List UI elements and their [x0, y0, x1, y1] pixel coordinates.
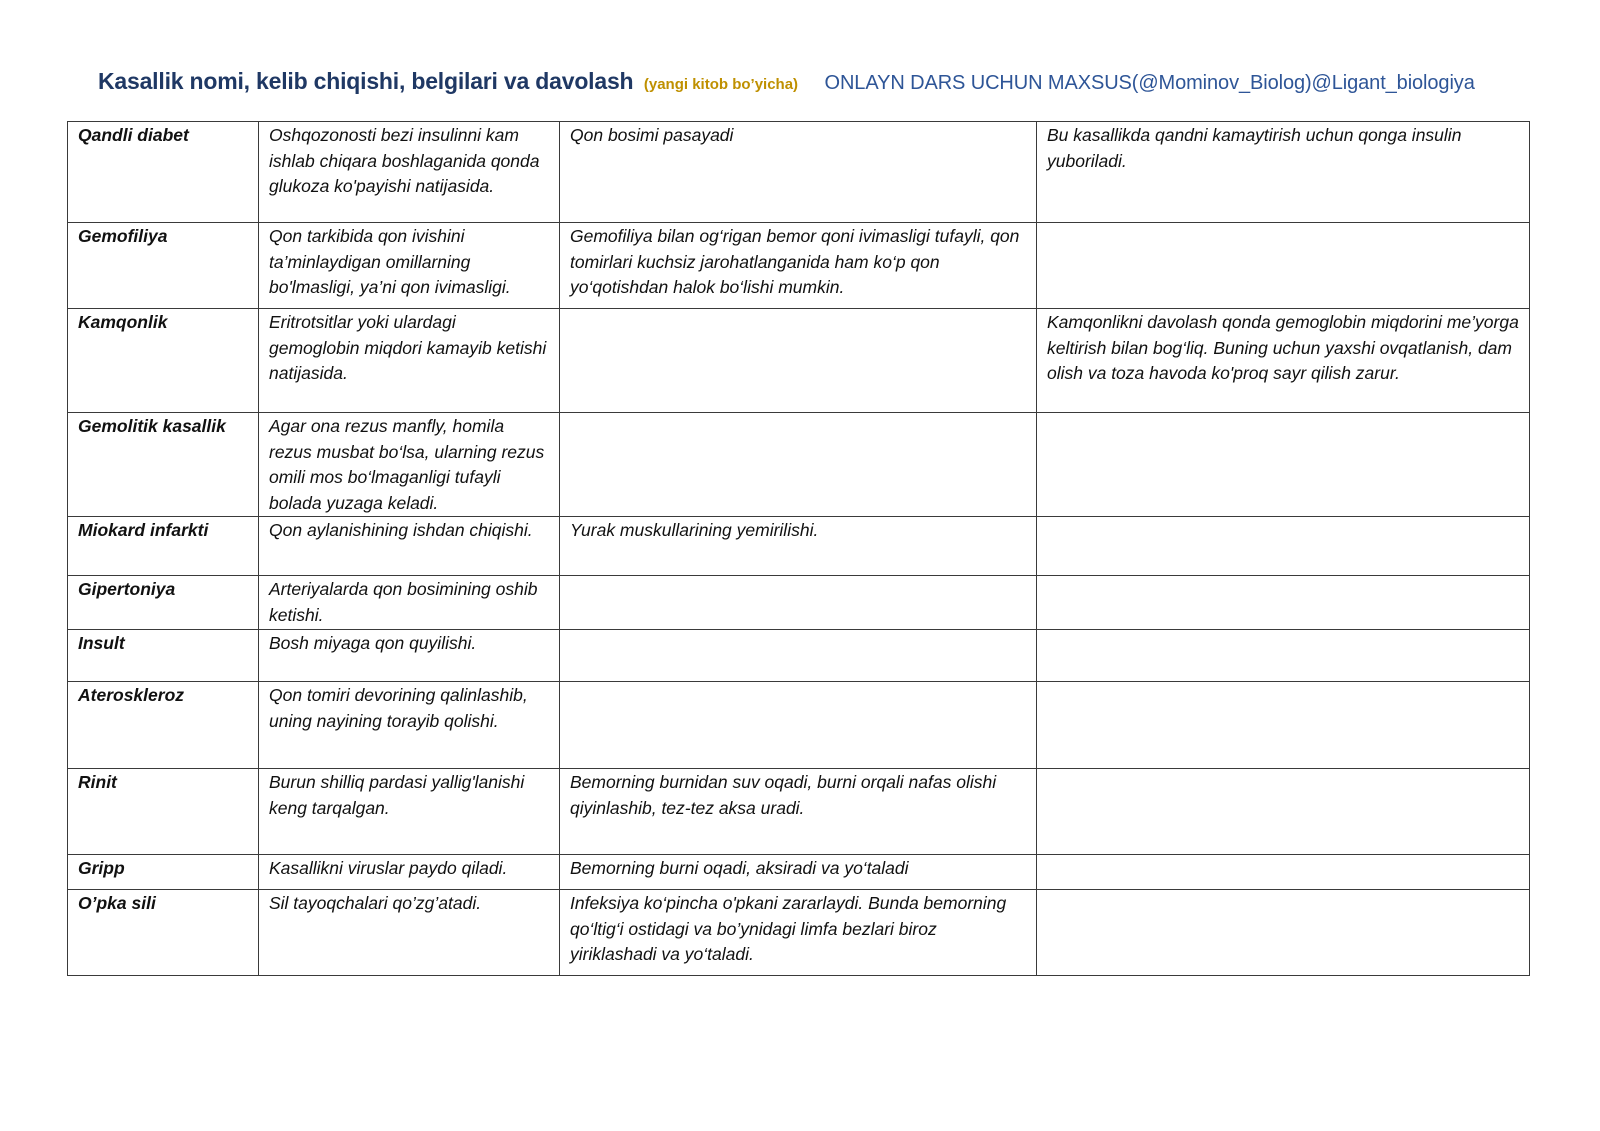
disease-name-cell: Insult	[68, 630, 259, 682]
treatment-cell	[1037, 223, 1530, 309]
disease-name-cell: Gipertoniya	[68, 576, 259, 630]
treatment-cell	[1037, 413, 1530, 517]
cause-cell: Qon aylanishining ishdan chiqishi.	[259, 517, 560, 576]
table-row	[68, 682, 1530, 769]
treatment-cell	[1037, 630, 1530, 682]
symptoms-cell: Bemorning burni oqadi, aksiradi va yo‘taladi	[560, 855, 1037, 890]
disease-name-cell: Gripp	[68, 855, 259, 890]
table-row	[68, 890, 1530, 976]
disease-name-cell: Miokard infarkti	[68, 517, 259, 576]
treatment-cell	[1037, 576, 1530, 630]
table-row	[68, 517, 1530, 576]
disease-name-cell: Kamqonlik	[68, 309, 259, 413]
cause-cell: Agar ona rezus manfly, homila rezus musbat bo‘lsa, ularning rezus omili mos bo‘lmaganligi tufayli bolada yuzaga keladi.	[259, 413, 560, 517]
disease-table	[67, 121, 1530, 976]
symptoms-cell: Yurak muskullarining yemirilishi.	[560, 517, 1037, 576]
table-row	[68, 223, 1530, 309]
channel-credit: ONLAYN DARS UCHUN MAXSUS(@Mominov_Biolog)@Ligant_biologiya	[824, 72, 1475, 94]
disease-name-cell: Gemofiliya	[68, 223, 259, 309]
table-row	[68, 630, 1530, 682]
table-row	[68, 769, 1530, 855]
disease-name-cell: Ateroskleroz	[68, 682, 259, 769]
cause-cell: Qon tomiri devorining qalinlashib, uning nayining torayib qolishi.	[259, 682, 560, 769]
symptoms-cell: Bemorning burnidan suv oqadi, burni orqali nafas olishi qiyinlashib, tez-tez aksa uradi.	[560, 769, 1037, 855]
table-row	[68, 309, 1530, 413]
table-row	[68, 576, 1530, 630]
table-row	[68, 413, 1530, 517]
symptoms-cell: Qon bosimi pasayadi	[560, 122, 1037, 223]
treatment-cell	[1037, 682, 1530, 769]
table-row	[68, 122, 1530, 223]
symptoms-cell	[560, 630, 1037, 682]
cause-cell: Kasallikni viruslar paydo qiladi.	[259, 855, 560, 890]
cause-cell: Qon tarkibida qon ivishini ta’minlaydigan omillarning bo'lmasligi, ya’ni qon ivimasligi.	[259, 223, 560, 309]
treatment-cell: Kamqonlikni davolash qonda gemoglobin miqdorini me’yorga keltirish bilan bog‘liq. Buning uchun yaxshi ovqatlanish, dam olish va toza havoda ko'proq sayr qilish zarur.	[1037, 309, 1530, 413]
page-title: Kasallik nomi, kelib chiqishi, belgilari va davolash	[98, 68, 634, 94]
disease-name-cell: Rinit	[68, 769, 259, 855]
symptoms-cell	[560, 413, 1037, 517]
symptoms-cell	[560, 309, 1037, 413]
disease-name-cell: O’pka sili	[68, 890, 259, 976]
cause-cell: Burun shilliq pardasi yallig'lanishi keng tarqalgan.	[259, 769, 560, 855]
cause-cell: Arteriyalarda qon bosimining oshib ketishi.	[259, 576, 560, 630]
page-subtitle: (yangi kitob bo’yicha)	[643, 76, 799, 93]
cause-cell: Oshqozonosti bezi insulinni kam ishlab chiqara boshlaganida qonda glukoza ko'payishi natijasida.	[259, 122, 560, 223]
symptoms-cell: Gemofiliya bilan og‘rigan bemor qoni ivimasligi tufayli, qon tomirlari kuchsiz jarohatlanganida ham ko‘p qon yo‘qotishdan halok bo‘lishi mumkin.	[560, 223, 1037, 309]
treatment-cell	[1037, 769, 1530, 855]
disease-name-cell: Qandli diabet	[68, 122, 259, 223]
treatment-cell: Bu kasallikda qandni kamaytirish uchun qonga insulin yuboriladi.	[1037, 122, 1530, 223]
symptoms-cell	[560, 576, 1037, 630]
page-header	[98, 68, 1538, 95]
treatment-cell	[1037, 517, 1530, 576]
treatment-cell	[1037, 855, 1530, 890]
disease-name-cell: Gemolitik kasallik	[68, 413, 259, 517]
cause-cell: Eritrotsitlar yoki ulardagi gemoglobin miqdori kamayib ketishi natijasida.	[259, 309, 560, 413]
cause-cell: Sil tayoqchalari qo’zg’atadi.	[259, 890, 560, 976]
treatment-cell	[1037, 890, 1530, 976]
symptoms-cell: Infeksiya ko‘pincha o'pkani zararlaydi. Bunda bemorning qo‘ltig‘i ostidagi va bo’ynidagi limfa bezlari biroz yiriklashadi va yo‘taladi.	[560, 890, 1037, 976]
cause-cell: Bosh miyaga qon quyilishi.	[259, 630, 560, 682]
symptoms-cell	[560, 682, 1037, 769]
table-row	[68, 855, 1530, 890]
